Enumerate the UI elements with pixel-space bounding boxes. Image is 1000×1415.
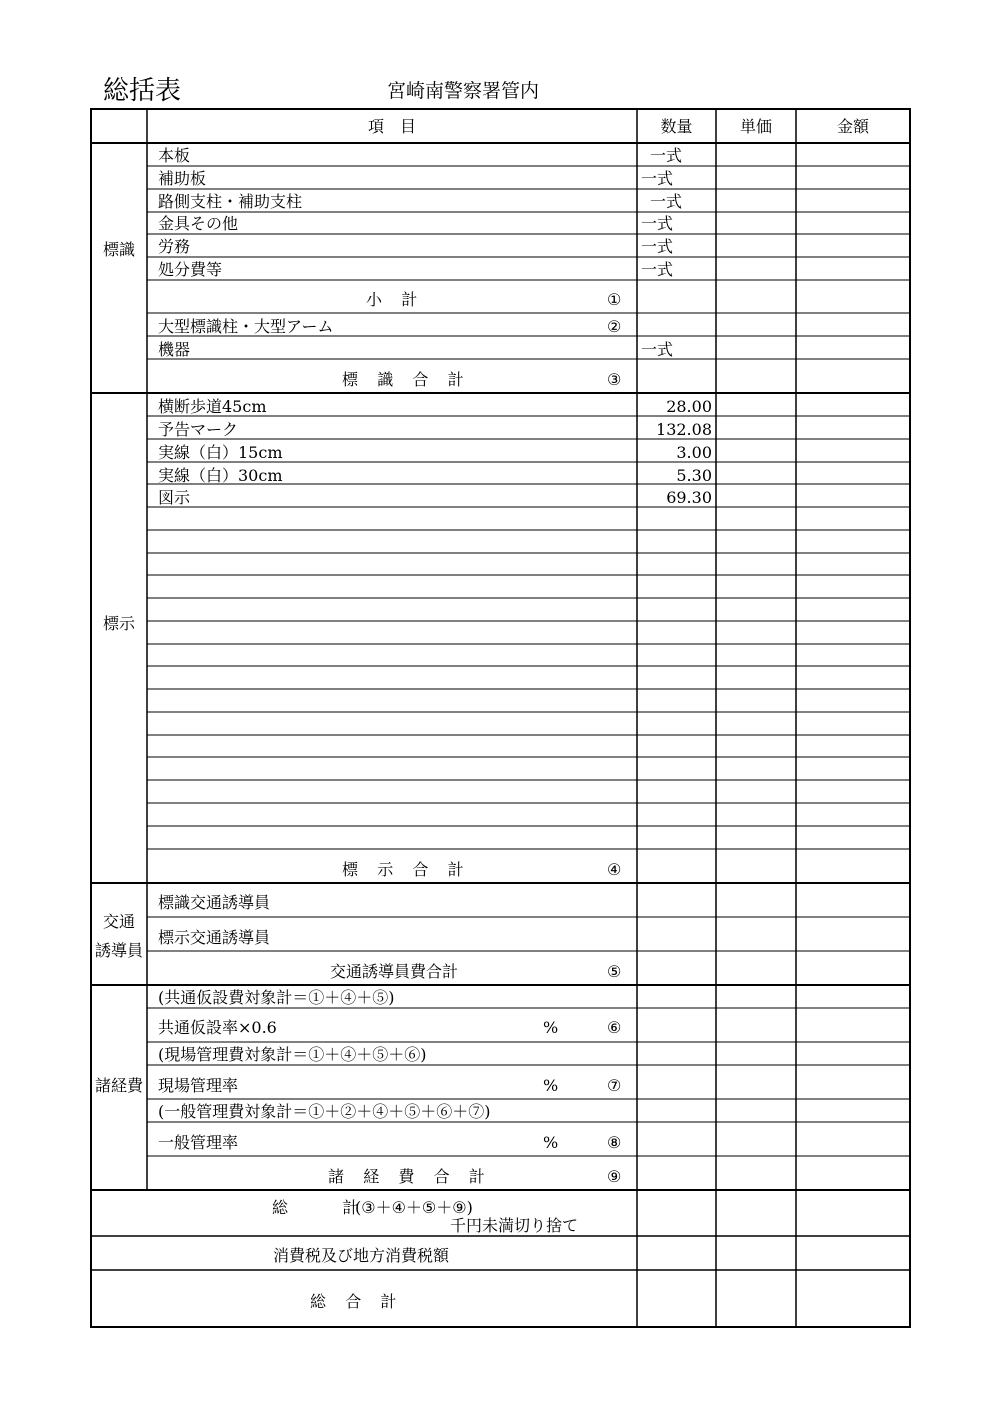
ippan-rate-number: ⑧ <box>607 1133 622 1152</box>
sokei-label: 総 計 <box>272 1198 378 1217</box>
tax-label: 消費税及び地方消費税額 <box>273 1246 450 1265</box>
genba-rate-label: 現場管理率 <box>158 1076 239 1095</box>
genba-rate-percent: % <box>543 1076 559 1095</box>
column-header-unit-price: 単価 <box>739 117 772 136</box>
hyoshiki-item-qty: 一式 <box>641 237 674 256</box>
kotsu-total-label: 交通誘導員費合計 <box>330 962 459 981</box>
hyoji-item-qty: 5.30 <box>676 466 712 485</box>
hyoshiki-item-name: 路側支柱・補助支柱 <box>158 192 303 211</box>
section-label-kotsu-1: 交通 <box>102 912 135 931</box>
shokeihi-total-number: ⑨ <box>607 1167 622 1186</box>
oogata-item-name: 大型標識柱・大型アーム <box>158 317 334 336</box>
section-label-shokeihi: 諸経費 <box>94 1076 143 1095</box>
hyoshiki-item-qty: 一式 <box>650 192 683 211</box>
hyoji-total-number: ④ <box>607 860 622 879</box>
hyoji-item-qty: 3.00 <box>676 443 712 462</box>
kyotsu-rate-label: 共通仮設率×0.6 <box>158 1018 277 1037</box>
page-subtitle: 宮崎南警察署管内 <box>387 80 540 102</box>
section-label-hyoji: 標示 <box>102 614 135 633</box>
ippan-base-row: (一般管理費対象計＝①＋②＋④＋⑤＋⑥＋⑦) <box>158 1102 491 1121</box>
hyoji-item-qty: 28.00 <box>666 397 712 416</box>
kotsu-item-name: 標示交通誘導員 <box>158 928 271 947</box>
kotsu-item-name: 標識交通誘導員 <box>158 893 271 912</box>
hyoshiki-item-name: 金具その他 <box>158 214 239 233</box>
hyoshiki-item-name: 労務 <box>158 237 191 256</box>
hyoshiki-item-name: 本板 <box>158 146 191 165</box>
kiki-item-qty: 一式 <box>641 340 674 359</box>
kyotsu-rate-number: ⑥ <box>607 1018 622 1037</box>
subtotal-number: ① <box>607 290 622 309</box>
hyoji-item-name: 予告マーク <box>158 420 239 439</box>
hyoji-item-qty: 132.08 <box>656 420 712 439</box>
ippan-rate-percent: % <box>543 1133 559 1152</box>
sogokei-label: 総合計 <box>310 1292 416 1311</box>
sokei-note: 千円未満切り捨て <box>450 1216 579 1235</box>
hyoji-item-name: 横断歩道45cm <box>158 397 267 416</box>
sokei-formula: (③＋④＋⑤＋⑨) <box>355 1198 473 1217</box>
ippan-rate-label: 一般管理率 <box>158 1133 239 1152</box>
hyoji-total-label: 標示合計 <box>342 860 483 879</box>
section-label-kotsu-2: 誘導員 <box>94 941 143 960</box>
column-header-item: 項 目 <box>367 117 416 136</box>
section-label-hyoshiki: 標識 <box>102 240 135 259</box>
column-header-qty: 数量 <box>660 117 693 136</box>
subtotal-label: 小計 <box>366 290 437 309</box>
oogata-item-number: ② <box>607 317 622 336</box>
column-header-amount: 金額 <box>836 117 869 136</box>
hyoshiki-item-qty: 一式 <box>650 146 683 165</box>
hyoshiki-total-label: 標識合計 <box>342 370 483 389</box>
hyoshiki-total-number: ③ <box>607 370 622 389</box>
page-title: 総括表 <box>103 76 182 106</box>
hyoji-item-name: 図示 <box>158 488 191 507</box>
kyotsu-rate-percent: % <box>543 1018 559 1037</box>
hyoshiki-item-name: 処分費等 <box>158 260 223 279</box>
hyoshiki-item-name: 補助板 <box>158 169 207 188</box>
kiki-item-name: 機器 <box>158 340 191 359</box>
hyoshiki-item-qty: 一式 <box>641 214 674 233</box>
hyoji-item-qty: 69.30 <box>666 488 712 507</box>
hyoji-item-name: 実線（白）30cm <box>158 466 283 485</box>
kyotsu-base-row: (共通仮設費対象計＝①＋④＋⑤) <box>158 988 395 1007</box>
shokeihi-total-label: 諸経費合計 <box>328 1167 505 1186</box>
genba-rate-number: ⑦ <box>607 1076 622 1095</box>
genba-base-row: (現場管理費対象計＝①＋④＋⑤＋⑥) <box>158 1045 427 1064</box>
hyoshiki-item-qty: 一式 <box>641 260 674 279</box>
hyoji-item-name: 実線（白）15cm <box>158 443 283 462</box>
hyoshiki-item-qty: 一式 <box>641 169 674 188</box>
kotsu-total-number: ⑤ <box>607 962 622 981</box>
